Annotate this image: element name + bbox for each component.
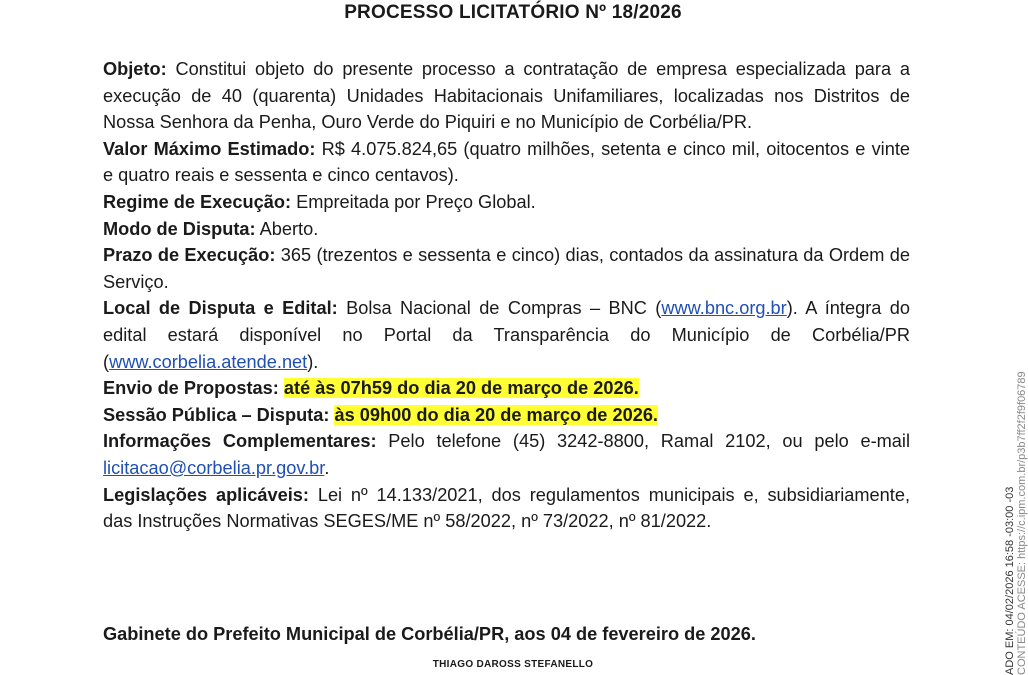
modo-label: Modo de Disputa:	[103, 218, 256, 239]
legislacao-text: Lei nº 14.133/2021, dos regulamentos municipais e, subsidiariamente, das Instruções Normativas SEGES/ME nº 58/2022, nº 73/2022, nº 81/2022.	[103, 484, 911, 532]
legislacao-paragraph	[103, 482, 910, 535]
page-title: PROCESSO LICITATÓRIO Nº 18/2026	[344, 2, 682, 23]
bnc-link[interactable]: www.bnc.org.br	[661, 298, 787, 319]
objeto-label: Objeto:	[103, 59, 167, 79]
local-paragraph	[103, 295, 910, 375]
regime-paragraph	[103, 189, 910, 216]
modo-text: Aberto.	[259, 218, 319, 239]
objeto-paragraph	[103, 56, 910, 136]
sessao-time-highlight: às 09h00 do dia 20 de março de 2026.	[334, 404, 658, 425]
info-end: .	[324, 457, 330, 478]
envio-label: Envio de Propostas:	[103, 378, 279, 399]
sessao-label: Sessão Pública – Disputa:	[103, 404, 330, 425]
prazo-label: Prazo de Execução:	[103, 245, 276, 266]
valor-text: R$ 4.075.824,65 (quatro milhões, setenta e cinco mil, oitocentos e vinte e quatro reais e sessenta e cinco centavos).	[103, 138, 910, 186]
sessao-paragraph	[103, 402, 910, 429]
email-link[interactable]: licitacao@corbelia.pr.gov.br	[103, 457, 325, 478]
local-text-c: ).	[307, 351, 319, 372]
envio-paragraph	[103, 375, 910, 402]
prazo-text: 365 (trezentos e sessenta e cinco) dias, contados da assinatura da Ordem de Serviço.	[103, 245, 910, 292]
valor-paragraph	[103, 136, 910, 189]
regime-text: Empreitada por Preço Global.	[296, 191, 536, 212]
local-text-b: ). A íntegra do edital estará disponível no Portal da Transparência do Município de Corbélia/PR (	[103, 298, 911, 372]
info-paragraph	[103, 428, 910, 481]
gabinete-line: Gabinete do Prefeito Municipal de Corbélia/PR, aos 04 de fevereiro de 2026.	[103, 624, 756, 644]
prazo-paragraph	[103, 242, 910, 295]
envio-deadline-highlight: até às 07h59 do dia 20 de março de 2026.	[283, 378, 639, 399]
modo-paragraph	[103, 216, 910, 243]
stamp-line-1: ADO EM: 04/02/2026 16:58 -03:00 -03	[1004, 486, 1016, 675]
info-label: Informações Complementares:	[103, 431, 377, 452]
info-text: Pelo telefone (45) 3242-8800, Ramal 2102, ou pelo e-mail	[388, 431, 911, 452]
regime-label: Regime de Execução:	[103, 191, 292, 212]
local-text-a: Bolsa Nacional de Compras – BNC (	[346, 298, 662, 319]
digital-signature-stamp	[1004, 371, 1028, 675]
document-body	[103, 56, 910, 535]
valor-label: Valor Máximo Estimado:	[103, 138, 316, 159]
legislacao-label: Legislações aplicáveis:	[103, 484, 309, 505]
objeto-text: Constitui objeto do presente processo a contratação de empresa especializada para a execução de 40 (quarenta) Unidades Habitacionais Unifamiliares, localizadas nos Distritos de Nossa Senhora da Penha, Ouro Verde do Piquiri e no Município de Corbélia/PR.	[103, 59, 910, 133]
corbelia-portal-link[interactable]: www.corbelia.atende.net	[109, 351, 308, 372]
signer-name: THIAGO DAROSS STEFANELLO	[432, 659, 594, 670]
stamp-line-2: CONTEÚDO ACESSE: https://c.ipm.com.br/p3b7ff2f2f9f06789	[1016, 371, 1028, 675]
local-label: Local de Disputa e Edital:	[103, 298, 338, 319]
